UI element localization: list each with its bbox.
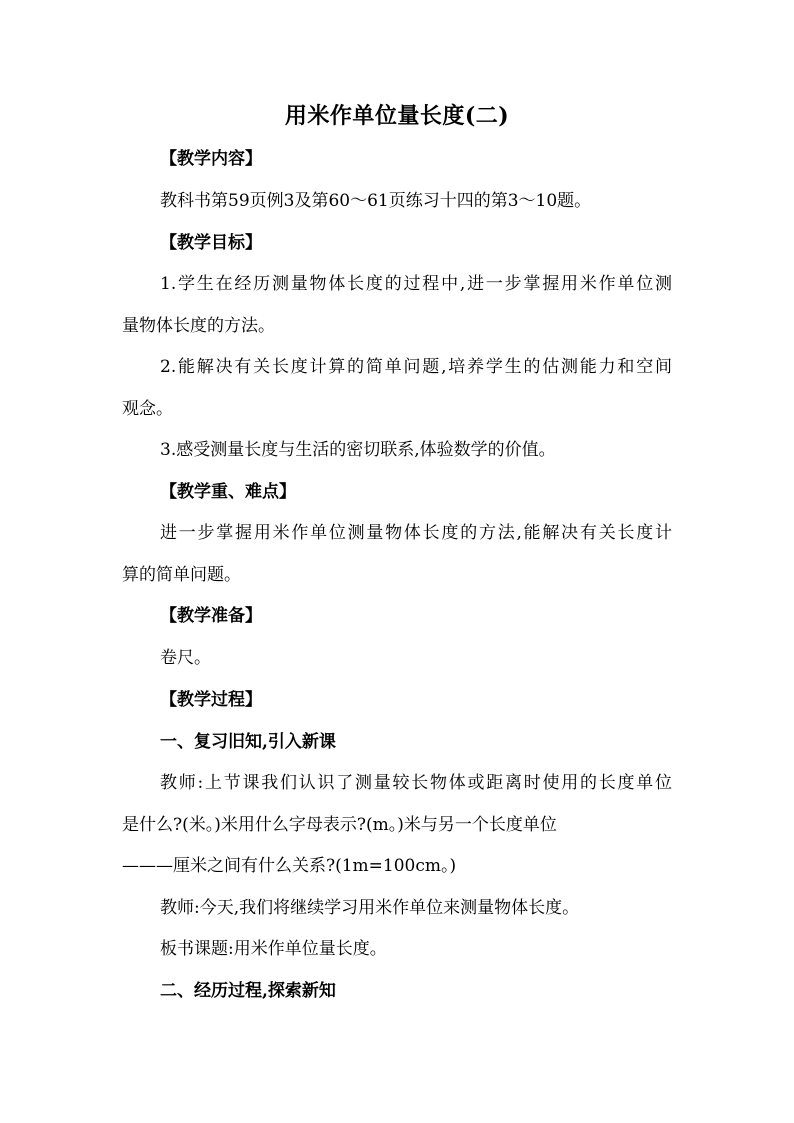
- part-1-paragraph-1-line-1: 教师:上节课我们认识了测量较长物体或距离时使用的长度单位: [160, 773, 672, 793]
- content-text: 教科书第59页例3及第60～61页练习十四的第3～10题。: [160, 191, 592, 211]
- section-heading-goals: 【教学目标】: [160, 233, 262, 253]
- key-points-line-1: 进一步掌握用米作单位测量物体长度的方法,能解决有关长度计: [160, 523, 672, 543]
- goal-2-line-1: 2.能解决有关长度计算的简单问题,培养学生的估测能力和空间: [160, 357, 672, 377]
- section-heading-content: 【教学内容】: [160, 149, 262, 169]
- preparation-text: 卷尺。: [160, 648, 211, 668]
- section-heading-preparation: 【教学准备】: [160, 606, 262, 626]
- goal-3: 3.感受测量长度与生活的密切联系,体验数学的价值。: [160, 440, 556, 460]
- key-points-line-2: 算的简单问题。: [122, 565, 241, 585]
- document-title: 用米作单位量长度(二): [284, 103, 510, 129]
- section-heading-process: 【教学过程】: [160, 690, 262, 710]
- goal-1-line-1: 1.学生在经历测量物体长度的过程中,进一步掌握用米作单位测: [160, 274, 672, 294]
- section-heading-key-points: 【教学重、难点】: [160, 482, 296, 502]
- part-1-paragraph-1-line-2: 是什么?(米。)米用什么字母表示?(m。)米与另一个长度单位: [122, 815, 557, 835]
- part-1-paragraph-2: 教师:今天,我们将继续学习用米作单位来测量物体长度。: [160, 898, 580, 918]
- part-1-paragraph-1-line-3: ———厘米之间有什么关系?(1m=100cm。): [122, 856, 457, 876]
- goal-1-line-2: 量物体长度的方法。: [122, 316, 275, 336]
- part-1-heading: 一、复习旧知,引入新课: [160, 732, 336, 752]
- part-1-paragraph-3: 板书课题:用米作单位量长度。: [160, 939, 387, 959]
- part-2-heading: 二、经历过程,探索新知: [160, 981, 336, 1001]
- goal-2-line-2: 观念。: [122, 399, 173, 419]
